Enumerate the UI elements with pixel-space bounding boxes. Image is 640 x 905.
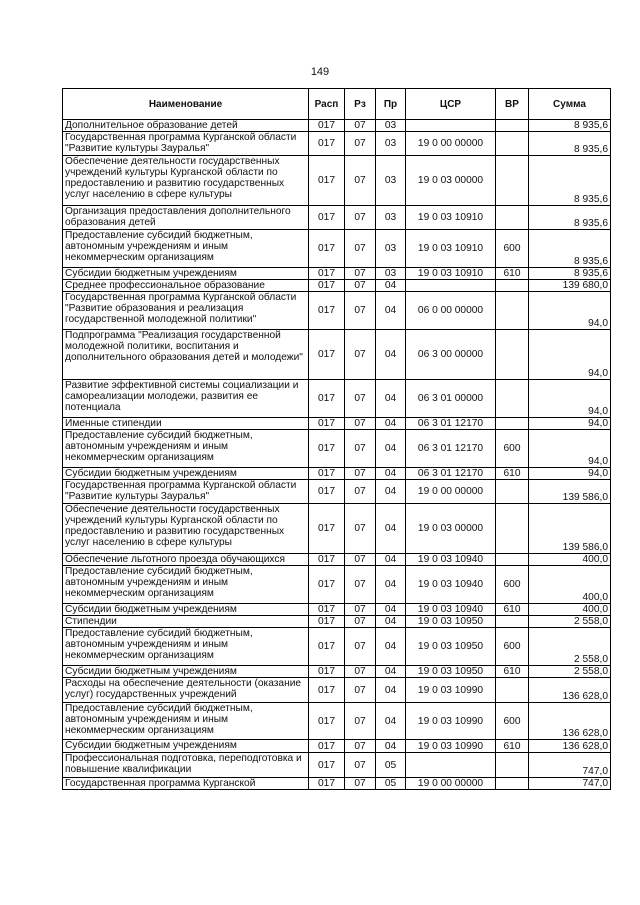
cell-name: Предоставление субсидий бюджетным, автономным учреждениям и иным некоммерческим организациям	[63, 628, 309, 666]
table-body	[63, 120, 611, 790]
cell-rz: 07	[345, 753, 376, 778]
cell-sum: 8 935,6	[529, 156, 611, 206]
cell-name: Субсидии бюджетным учреждениям	[63, 740, 309, 753]
cell-name: Государственная программа Курганской	[63, 778, 309, 790]
cell-name: Государственная программа Курганской области "Развитие культуры Зауралья"	[63, 132, 309, 156]
cell-vr	[496, 616, 529, 628]
cell-csr: 19 0 00 00000	[406, 480, 496, 504]
table-row	[63, 778, 611, 790]
table-row	[63, 740, 611, 753]
cell-name: Государственная программа Курганской области "Развитие культуры Зауралья"	[63, 480, 309, 504]
cell-sum: 94,0	[529, 430, 611, 468]
cell-rasp: 017	[309, 554, 345, 566]
cell-pr: 05	[376, 778, 406, 790]
cell-pr: 03	[376, 120, 406, 132]
cell-csr: 19 0 00 00000	[406, 778, 496, 790]
cell-vr	[496, 292, 529, 330]
cell-csr: 19 0 03 00000	[406, 504, 496, 554]
cell-rz: 07	[345, 418, 376, 430]
cell-sum: 94,0	[529, 380, 611, 418]
cell-rasp: 017	[309, 418, 345, 430]
table-row	[63, 554, 611, 566]
cell-csr: 19 0 03 10990	[406, 703, 496, 740]
cell-rz: 07	[345, 120, 376, 132]
cell-csr: 06 3 01 12170	[406, 418, 496, 430]
cell-vr	[496, 418, 529, 430]
cell-rasp: 017	[309, 604, 345, 616]
cell-rz: 07	[345, 604, 376, 616]
cell-rasp: 017	[309, 156, 345, 206]
cell-pr: 04	[376, 616, 406, 628]
page-number: 149	[310, 66, 330, 78]
cell-pr: 03	[376, 206, 406, 230]
cell-rasp: 017	[309, 628, 345, 666]
budget-table	[62, 88, 611, 790]
cell-name: Государственная программа Курганской области "Развитие образования и реализация государственной молодежной политики"	[63, 292, 309, 330]
cell-rz: 07	[345, 740, 376, 753]
cell-rz: 07	[345, 132, 376, 156]
cell-csr: 19 0 03 00000	[406, 156, 496, 206]
cell-pr: 04	[376, 628, 406, 666]
table-row	[63, 418, 611, 430]
cell-vr	[496, 778, 529, 790]
cell-rz: 07	[345, 468, 376, 480]
cell-vr	[496, 380, 529, 418]
cell-rz: 07	[345, 554, 376, 566]
cell-sum: 94,0	[529, 418, 611, 430]
cell-rz: 07	[345, 566, 376, 604]
cell-csr: 19 0 03 10910	[406, 206, 496, 230]
cell-csr: 06 3 00 00000	[406, 330, 496, 380]
cell-pr: 04	[376, 430, 406, 468]
cell-vr	[496, 678, 529, 703]
cell-rasp: 017	[309, 740, 345, 753]
cell-vr	[496, 504, 529, 554]
cell-vr	[496, 156, 529, 206]
header-rz: Рз	[345, 89, 376, 120]
cell-vr	[496, 480, 529, 504]
cell-sum: 139 586,0	[529, 504, 611, 554]
cell-pr: 04	[376, 740, 406, 753]
cell-rz: 07	[345, 330, 376, 380]
cell-sum: 136 628,0	[529, 740, 611, 753]
cell-csr: 19 0 03 10910	[406, 230, 496, 268]
header-rasp: Расп	[309, 89, 345, 120]
cell-name: Профессиональная подготовка, переподготовка и повышение квалификации	[63, 753, 309, 778]
cell-rasp: 017	[309, 280, 345, 292]
table-row	[63, 666, 611, 678]
cell-pr: 04	[376, 280, 406, 292]
cell-rz: 07	[345, 230, 376, 268]
cell-sum: 8 935,6	[529, 268, 611, 280]
table-row	[63, 330, 611, 380]
cell-rasp: 017	[309, 703, 345, 740]
cell-rasp: 017	[309, 480, 345, 504]
cell-csr: 06 3 01 00000	[406, 380, 496, 418]
table-row	[63, 628, 611, 666]
cell-csr: 19 0 00 00000	[406, 132, 496, 156]
cell-rasp: 017	[309, 616, 345, 628]
cell-pr: 04	[376, 418, 406, 430]
cell-name: Субсидии бюджетным учреждениям	[63, 268, 309, 280]
header-name: Наименование	[63, 89, 309, 120]
cell-pr: 04	[376, 330, 406, 380]
cell-pr: 04	[376, 504, 406, 554]
cell-pr: 04	[376, 678, 406, 703]
cell-vr	[496, 330, 529, 380]
cell-sum: 400,0	[529, 604, 611, 616]
header-vr: ВР	[496, 89, 529, 120]
cell-sum: 8 935,6	[529, 120, 611, 132]
cell-sum: 2 558,0	[529, 616, 611, 628]
cell-name: Именные стипендии	[63, 418, 309, 430]
cell-pr: 03	[376, 156, 406, 206]
cell-sum: 139 586,0	[529, 480, 611, 504]
cell-csr: 19 0 03 10990	[406, 740, 496, 753]
cell-rz: 07	[345, 678, 376, 703]
cell-name: Субсидии бюджетным учреждениям	[63, 604, 309, 616]
table-row	[63, 132, 611, 156]
cell-vr: 610	[496, 468, 529, 480]
cell-rasp: 017	[309, 330, 345, 380]
cell-rz: 07	[345, 268, 376, 280]
cell-vr: 600	[496, 230, 529, 268]
cell-csr: 19 0 03 10910	[406, 268, 496, 280]
table-row	[63, 566, 611, 604]
cell-vr: 600	[496, 430, 529, 468]
table-row	[63, 292, 611, 330]
cell-csr: 19 0 03 10940	[406, 566, 496, 604]
cell-csr: 19 0 03 10950	[406, 616, 496, 628]
table-row	[63, 678, 611, 703]
header-csr: ЦСР	[406, 89, 496, 120]
cell-rasp: 017	[309, 678, 345, 703]
cell-sum: 94,0	[529, 292, 611, 330]
cell-rz: 07	[345, 666, 376, 678]
cell-rasp: 017	[309, 230, 345, 268]
cell-pr: 04	[376, 554, 406, 566]
cell-rasp: 017	[309, 206, 345, 230]
cell-name: Предоставление субсидий бюджетным, автономным учреждениям и иным некоммерческим организациям	[63, 566, 309, 604]
cell-rz: 07	[345, 280, 376, 292]
cell-sum: 94,0	[529, 330, 611, 380]
cell-csr	[406, 280, 496, 292]
cell-sum: 136 628,0	[529, 678, 611, 703]
cell-name: Дополнительное образование детей	[63, 120, 309, 132]
cell-pr: 03	[376, 230, 406, 268]
cell-pr: 03	[376, 132, 406, 156]
cell-sum: 747,0	[529, 753, 611, 778]
cell-rz: 07	[345, 480, 376, 504]
cell-rz: 07	[345, 778, 376, 790]
cell-sum: 400,0	[529, 554, 611, 566]
cell-sum: 8 935,6	[529, 206, 611, 230]
cell-vr	[496, 206, 529, 230]
table-row	[63, 504, 611, 554]
cell-name: Стипендии	[63, 616, 309, 628]
cell-pr: 05	[376, 753, 406, 778]
cell-rasp: 017	[309, 468, 345, 480]
cell-vr	[496, 132, 529, 156]
cell-pr: 04	[376, 480, 406, 504]
cell-name: Предоставление субсидий бюджетным, автономным учреждениям и иным некоммерческим организациям	[63, 230, 309, 268]
cell-vr: 600	[496, 703, 529, 740]
cell-sum: 8 935,6	[529, 132, 611, 156]
table-row	[63, 604, 611, 616]
cell-rz: 07	[345, 206, 376, 230]
cell-vr	[496, 554, 529, 566]
cell-sum: 8 935,6	[529, 230, 611, 268]
cell-vr: 610	[496, 268, 529, 280]
cell-vr: 600	[496, 566, 529, 604]
cell-pr: 03	[376, 268, 406, 280]
cell-name: Среднее профессиональное образование	[63, 280, 309, 292]
cell-rasp: 017	[309, 753, 345, 778]
table-row	[63, 468, 611, 480]
cell-sum: 94,0	[529, 468, 611, 480]
cell-rasp: 017	[309, 268, 345, 280]
cell-csr	[406, 753, 496, 778]
cell-csr: 19 0 03 10940	[406, 604, 496, 616]
cell-csr: 06 3 01 12170	[406, 430, 496, 468]
cell-rz: 07	[345, 504, 376, 554]
cell-rasp: 017	[309, 120, 345, 132]
cell-pr: 04	[376, 292, 406, 330]
cell-pr: 04	[376, 468, 406, 480]
cell-vr: 610	[496, 666, 529, 678]
cell-csr: 19 0 03 10950	[406, 666, 496, 678]
table-row	[63, 616, 611, 628]
cell-vr	[496, 120, 529, 132]
header-pr: Пр	[376, 89, 406, 120]
cell-rz: 07	[345, 156, 376, 206]
cell-rz: 07	[345, 628, 376, 666]
cell-csr	[406, 120, 496, 132]
cell-name: Субсидии бюджетным учреждениям	[63, 468, 309, 480]
cell-name: Предоставление субсидий бюджетным, автономным учреждениям и иным некоммерческим организациям	[63, 430, 309, 468]
cell-sum: 2 558,0	[529, 628, 611, 666]
cell-name: Субсидии бюджетным учреждениям	[63, 666, 309, 678]
table-row	[63, 206, 611, 230]
table-row	[63, 753, 611, 778]
cell-rasp: 017	[309, 132, 345, 156]
cell-pr: 04	[376, 380, 406, 418]
cell-rz: 07	[345, 703, 376, 740]
cell-name: Развитие эффективной системы социализации и самореализации молодежи, развития ее потенциала	[63, 380, 309, 418]
cell-rasp: 017	[309, 430, 345, 468]
table-row	[63, 120, 611, 132]
cell-rz: 07	[345, 380, 376, 418]
cell-name: Расходы на обеспечение деятельности (оказание услуг) государственных учреждений	[63, 678, 309, 703]
cell-pr: 04	[376, 703, 406, 740]
cell-rasp: 017	[309, 380, 345, 418]
cell-sum: 2 558,0	[529, 666, 611, 678]
cell-name: Предоставление субсидий бюджетным, автономным учреждениям и иным некоммерческим организациям	[63, 703, 309, 740]
table-row	[63, 280, 611, 292]
table-row	[63, 230, 611, 268]
cell-pr: 04	[376, 666, 406, 678]
cell-vr: 600	[496, 628, 529, 666]
cell-name: Подпрограмма "Реализация государственной молодежной политики, воспитания и дополнительного образования детей и молодежи"	[63, 330, 309, 380]
table-row	[63, 703, 611, 740]
cell-name: Обеспечение льготного проезда обучающихся	[63, 554, 309, 566]
table-row	[63, 156, 611, 206]
cell-vr: 610	[496, 604, 529, 616]
table-row	[63, 268, 611, 280]
table-row	[63, 480, 611, 504]
cell-rz: 07	[345, 292, 376, 330]
cell-rasp: 017	[309, 292, 345, 330]
cell-vr	[496, 753, 529, 778]
table-row	[63, 380, 611, 418]
cell-pr: 04	[376, 566, 406, 604]
cell-csr: 19 0 03 10950	[406, 628, 496, 666]
cell-sum: 747,0	[529, 778, 611, 790]
cell-rz: 07	[345, 430, 376, 468]
cell-rasp: 017	[309, 504, 345, 554]
cell-vr	[496, 280, 529, 292]
cell-sum: 139 680,0	[529, 280, 611, 292]
cell-csr: 06 0 00 00000	[406, 292, 496, 330]
table-header	[63, 89, 611, 120]
cell-sum: 136 628,0	[529, 703, 611, 740]
cell-csr: 06 3 01 12170	[406, 468, 496, 480]
cell-name: Обеспечение деятельности государственных учреждений культуры Курганской области по предоставлению и развитию государственных услуг населению в сфере культуры	[63, 156, 309, 206]
cell-name: Организация предоставления дополнительного образования детей	[63, 206, 309, 230]
cell-pr: 04	[376, 604, 406, 616]
table-row	[63, 430, 611, 468]
cell-rasp: 017	[309, 666, 345, 678]
cell-rasp: 017	[309, 566, 345, 604]
cell-name: Обеспечение деятельности государственных учреждений культуры Курганской области по предоставлению и развитию государственных услуг населению в сфере культуры	[63, 504, 309, 554]
header-sum: Сумма	[529, 89, 611, 120]
cell-csr: 19 0 03 10990	[406, 678, 496, 703]
cell-rz: 07	[345, 616, 376, 628]
cell-sum: 400,0	[529, 566, 611, 604]
cell-vr: 610	[496, 740, 529, 753]
cell-rasp: 017	[309, 778, 345, 790]
cell-csr: 19 0 03 10940	[406, 554, 496, 566]
